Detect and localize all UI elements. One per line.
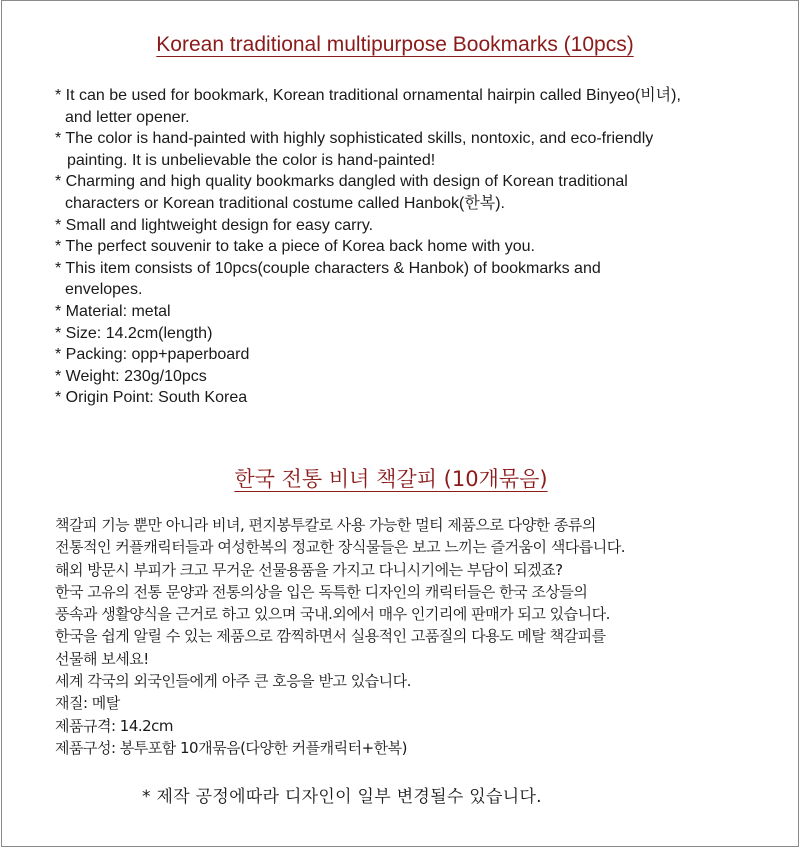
description-line: 전통적인 커플캐릭터들과 여성한복의 정교한 장식물들은 보고 느끼는 즐거움이 색다릅니다. [55,538,626,557]
korean-description [55,514,795,759]
list-item: * Material: metal [55,302,171,320]
description-line: 한국 고유의 전통 문양과 전통의상을 입은 독특한 디자인의 캐릭터들은 한국 조상들의 [55,582,588,601]
description-line: 풍속과 생활양식을 근거로 하고 있으며 국내.외에서 매우 인기리에 판매가 되고 있습니다. [55,605,610,624]
list-item: * It can be used for bookmark, Korean traditional ornamental hairpin called Binyeo(비녀), [55,87,681,104]
list-item: * Weight: 230g/10pcs [55,367,207,385]
description-line: 제품규격: 14.2cm [55,716,174,735]
list-item: painting. It is unbelievable the color is hand-painted! [67,151,436,169]
design-change-notice: * 제작 공정에따라 디자인이 일부 변경될수 있습니다. [142,787,542,807]
list-item: * Size: 14.2cm(length) [55,324,213,342]
description-line: 세계 각국의 외국인들에게 아주 큰 호응을 받고 있습니다. [55,672,411,691]
description-line: 해외 방문시 부피가 크고 무거운 선물용품을 가지고 다니시기에는 부담이 되겠죠? [55,560,563,579]
description-line: 재질: 메탈 [55,694,120,713]
description-line: 제품구성: 봉투포함 10개묶음(다양한 커플캐릭터+한복) [55,738,408,757]
list-item: and letter opener. [65,108,190,126]
list-item: envelopes. [65,281,143,299]
english-title: Korean traditional multipurpose Bookmarks (10pcs) [156,33,634,56]
description-line: 선물해 보세요! [55,649,149,668]
list-item: * Small and lightweight design for easy carry. [55,216,374,234]
list-item: * Origin Point: South Korea [55,389,248,407]
list-item: * The perfect souvenir to take a piece of Korea back home with you. [55,238,535,256]
list-item: * The color is hand-painted with highly sophisticated skills, nontoxic, and eco-friendly [55,130,654,148]
list-item: * Packing: opp+paperboard [55,346,250,364]
korean-title: 한국 전통 비녀 책갈피 (10개묶음) [234,467,548,491]
list-item: * Charming and high quality bookmarks dangled with design of Korean traditional [55,173,628,191]
list-item: characters or Korean traditional costume called Hanbok(한복). [65,194,505,212]
english-spec-list [55,85,775,409]
description-line: 한국을 쉽게 알릴 수 있는 제품으로 깜찍하면서 실용적인 고품질의 다용도 메탈 책갈피를 [55,627,606,646]
list-item: * This item consists of 10pcs(couple characters & Hanbok) of bookmarks and [55,259,601,277]
product-description-page [1,0,799,847]
description-line: 책갈피 기능 뿐만 아니라 비녀, 편지봉투칼로 사용 가능한 멀티 제품으로 다양한 종류의 [55,516,596,534]
